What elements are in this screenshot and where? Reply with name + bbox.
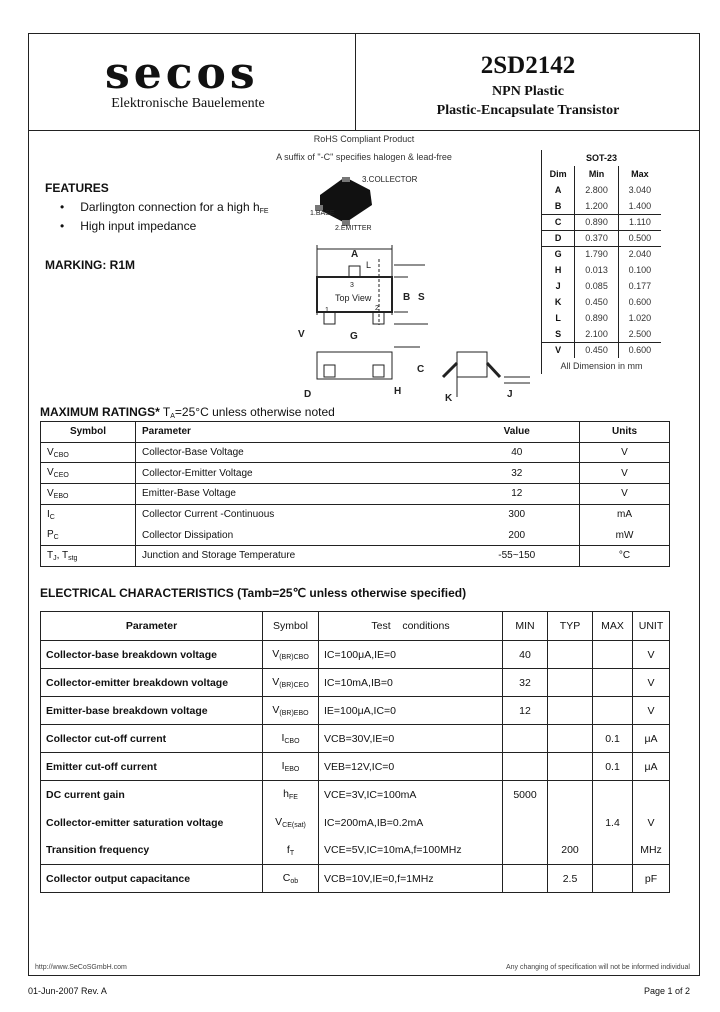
parameter: Collector output capacitance <box>41 865 263 893</box>
symbol <box>263 865 319 893</box>
dim-min: 2.100 <box>575 326 619 342</box>
max: 0.1 <box>593 725 633 753</box>
dim-letter: K <box>554 297 562 307</box>
characteristic-row <box>41 641 670 669</box>
min <box>503 753 548 781</box>
dim-min: 0.370 <box>575 230 619 246</box>
dim-max: 0.500 <box>618 230 661 246</box>
max: 0.1 <box>593 753 633 781</box>
suffix-note: A suffix of "-C" specifies halogen & lead-free <box>276 152 452 162</box>
unit: V <box>580 484 670 505</box>
min <box>503 809 548 837</box>
dim-letter: A <box>554 185 562 195</box>
characteristic-row <box>41 865 670 893</box>
symbol-main: V <box>47 446 54 458</box>
unit: μA <box>633 725 670 753</box>
symbol-main: V <box>47 487 54 499</box>
symbol <box>263 669 319 697</box>
logo-subtitle: Elektronische Bauelemente <box>111 96 265 111</box>
symbol-sub: (BR)EBO <box>279 710 309 717</box>
dim-min: 0.450 <box>575 342 619 358</box>
col-units: Units <box>580 422 670 443</box>
dim-row <box>542 326 662 342</box>
max-ratings-table <box>40 421 670 567</box>
col-symbol: Symbol <box>41 422 136 443</box>
header-bottom-line <box>28 130 700 131</box>
cond-rest: =25°C unless otherwise noted <box>174 405 335 419</box>
value: 300 <box>455 504 580 525</box>
symbol-main: V <box>272 648 280 660</box>
parameter: Collector-emitter saturation voltage <box>41 809 263 837</box>
dim-g-label: G <box>350 331 358 342</box>
test-conditions: IE=100μA,IC=0 <box>319 697 503 725</box>
cond-sub: A <box>170 413 175 420</box>
parameter: Emitter-Base Voltage <box>136 484 455 505</box>
symbol-sub: CBO <box>53 451 69 459</box>
device-description: Plastic-Encapsulate Transistor <box>436 103 620 118</box>
dim-row <box>542 278 662 294</box>
dim-min: 1.200 <box>575 198 619 214</box>
max-ratings-heading: MAXIMUM RATINGS* <box>40 405 160 419</box>
unit: mA <box>617 509 632 521</box>
symbol-sub: CE(sat) <box>282 822 306 829</box>
base-label: 1.BASE <box>310 210 335 217</box>
dim-table-footer: All Dimension in mm <box>560 361 643 371</box>
dim-row <box>542 230 662 246</box>
characteristic-row <box>41 725 670 753</box>
dim-row <box>542 310 662 326</box>
min <box>503 725 548 753</box>
typ <box>548 781 593 809</box>
col-value: Value <box>455 422 580 443</box>
dim-s-label: S <box>418 292 425 303</box>
unit <box>633 781 670 809</box>
dim-min: 0.013 <box>575 262 619 278</box>
symbol-sub: ob <box>290 878 299 885</box>
symbol <box>41 525 136 546</box>
unit: V <box>633 809 670 837</box>
symbol-main: I <box>281 732 285 744</box>
rating-row <box>41 525 670 546</box>
feature-item: • Darlington connection for a high $h_{FE}$ <box>60 200 269 215</box>
dim-letter: D <box>542 230 575 246</box>
test-conditions: VCB=30V,IE=0 <box>319 725 503 753</box>
dim-max: 3.040 <box>618 182 661 198</box>
symbol-sub: C <box>53 534 59 542</box>
typ <box>548 809 593 837</box>
min: 32 <box>503 669 548 697</box>
dim-v-label: V <box>298 329 305 340</box>
parameter: Collector-Emitter Voltage <box>136 463 455 484</box>
symbol-sub: C <box>49 513 55 521</box>
part-number: 2SD2142 <box>480 52 576 79</box>
max-header: Max <box>618 166 661 182</box>
dim-d-label: D <box>304 389 312 400</box>
marking-label: MARKING: <box>45 258 107 272</box>
typ <box>548 669 593 697</box>
min <box>503 865 548 893</box>
value: 200 <box>455 525 580 546</box>
max: 1.4 <box>593 809 633 837</box>
unit: V <box>580 442 670 463</box>
feature-item: • High input impedance <box>60 219 197 233</box>
parameter: Emitter cut-off current <box>41 753 263 781</box>
marking <box>45 258 135 272</box>
symbol <box>263 753 319 781</box>
features-title: FEATURES <box>45 181 109 195</box>
dim-row <box>542 182 662 198</box>
dim-h-label: H <box>394 386 402 397</box>
dim-letter: H <box>554 265 562 275</box>
dim-min: 0.890 <box>575 214 619 230</box>
dim-row <box>542 246 662 262</box>
dim-letter: G <box>554 249 562 260</box>
symbol-sub: CBO <box>284 738 300 745</box>
spec-notice: Any changing of specification will not be informed individual <box>505 964 690 971</box>
feature-sub: FE <box>259 208 269 215</box>
max <box>593 669 633 697</box>
dim-letter: V <box>555 345 562 356</box>
page-number: Page 1 of 2 <box>643 986 690 996</box>
unit: V <box>633 641 670 669</box>
elec-title: ELECTRICAL CHARACTERISTICS (Tamb=25℃ unless otherwise specified) <box>40 586 467 600</box>
dim-row <box>542 294 662 310</box>
symbol-sub: J <box>53 554 57 562</box>
unit: MHz <box>633 837 670 865</box>
dim-table-title: SOT-23 <box>585 153 617 163</box>
dim-letter: C <box>542 214 575 230</box>
dim-min: 0.085 <box>575 278 619 294</box>
symbol-sub: EBO <box>284 766 300 773</box>
parameter: Junction and Storage Temperature <box>142 550 296 562</box>
symbol-main: V <box>272 676 280 688</box>
col-unit: UNIT <box>633 612 670 641</box>
characteristic-row <box>41 669 670 697</box>
symbol <box>263 781 319 809</box>
symbol-sub: (BR)CEO <box>279 682 309 689</box>
value: -55~150 <box>455 546 580 567</box>
dim-row <box>542 342 662 358</box>
website-link[interactable]: http://www.SeCoSGmbH.com <box>35 964 127 971</box>
parameter: Collector-base breakdown voltage <box>41 641 263 669</box>
emitter-label: 2.EMITTER <box>335 225 372 232</box>
unit: °C <box>618 550 631 562</box>
revision-date: 01-Jun-2007 Rev. A <box>28 986 107 996</box>
test-conditions: VEB=12V,IC=0 <box>319 753 503 781</box>
test-conditions: IC=10mA,IB=0 <box>319 669 503 697</box>
unit: μA <box>633 753 670 781</box>
col-parameter: Parameter <box>136 422 455 443</box>
rating-row <box>41 504 670 525</box>
test-conditions: IC=200mA,IB=0.2mA <box>319 809 503 837</box>
symbol-sub: CEO <box>53 472 69 480</box>
dim-max: 0.600 <box>618 342 661 358</box>
rating-row <box>41 484 670 505</box>
dimension-table <box>541 150 661 374</box>
dim-max: 1.110 <box>618 214 661 230</box>
package-diagram <box>290 165 540 405</box>
dim-min: 1.790 <box>575 246 619 262</box>
symbol-main: P <box>47 529 54 541</box>
max <box>593 781 633 809</box>
test-conditions: VCE=5V,IC=10mA,f=100MHz <box>319 837 503 865</box>
min <box>503 837 548 865</box>
col-max: MAX <box>593 612 633 641</box>
symbol-sub: EBO <box>53 492 69 500</box>
symbol <box>41 546 136 567</box>
collector-label: 3.COLLECTOR <box>362 175 418 184</box>
symbol-main: V <box>47 467 54 479</box>
device-type: NPN Plastic <box>492 84 564 99</box>
dim-max: 0.177 <box>618 278 661 294</box>
characteristic-row <box>41 753 670 781</box>
min: 12 <box>503 697 548 725</box>
unit: pF <box>633 865 670 893</box>
pin2-label: 2 <box>375 305 379 312</box>
typ <box>548 753 593 781</box>
dim-max: 0.600 <box>618 294 661 310</box>
typ: 200 <box>548 837 593 865</box>
dim-max: 2.040 <box>618 246 661 262</box>
typ <box>548 697 593 725</box>
rating-row <box>41 546 670 567</box>
dim-max: 1.020 <box>618 310 661 326</box>
dim-a-label: A <box>351 249 359 260</box>
test-conditions: IC=100μA,IE=0 <box>319 641 503 669</box>
feature-text: Darlington connection for a high h <box>80 200 260 214</box>
value: 12 <box>455 484 580 505</box>
parameter: Collector Dissipation <box>136 525 455 546</box>
unit: V <box>633 669 670 697</box>
max <box>593 865 633 893</box>
pin3-label: 3 <box>350 282 354 289</box>
parameter: DC current gain <box>41 781 263 809</box>
parameter: Emitter-base breakdown voltage <box>41 697 263 725</box>
dim-l-label: L <box>366 260 372 270</box>
electrical-characteristics-table <box>40 611 670 893</box>
col-test-conditions: Test conditions <box>319 612 503 641</box>
dim-letter: B <box>542 198 575 214</box>
dim-max: 1.400 <box>618 198 661 214</box>
col-min: MIN <box>503 612 548 641</box>
symbol <box>263 641 319 669</box>
parameter: Collector cut-off current <box>41 725 263 753</box>
max-ratings-title <box>40 405 335 420</box>
dim-letter: L <box>555 313 561 323</box>
characteristic-row <box>41 697 670 725</box>
package-3d-icon <box>315 177 372 226</box>
typ: 2.5 <box>548 865 593 893</box>
dim-max: 0.100 <box>618 262 661 278</box>
dim-j-label: J <box>507 389 513 400</box>
min: 40 <box>503 641 548 669</box>
test-conditions: VCE=3V,IC=100mA <box>319 781 503 809</box>
symbol-main: f <box>286 843 290 856</box>
parameter: Transition frequency <box>41 837 263 865</box>
typ <box>548 641 593 669</box>
symbol-main: I <box>47 508 50 520</box>
col-typ: TYP <box>548 612 593 641</box>
marking-value: R1M <box>109 258 136 272</box>
parameter: Collector-Base Voltage <box>136 442 455 463</box>
symbol <box>41 463 136 484</box>
value: 40 <box>455 442 580 463</box>
parameter: Collector Current -Continuous <box>142 509 275 521</box>
characteristic-row <box>41 781 670 809</box>
dim-letter: S <box>542 326 575 342</box>
symbol-sub: stg <box>68 554 78 562</box>
dim-letter: J <box>555 281 561 291</box>
unit: V <box>633 697 670 725</box>
symbol <box>263 697 319 725</box>
typ <box>548 725 593 753</box>
max <box>593 697 633 725</box>
symbol <box>41 484 136 505</box>
dim-min: 2.800 <box>575 182 619 198</box>
feature-text: High input impedance <box>80 219 197 233</box>
rating-row <box>41 442 670 463</box>
symbol-main: I <box>281 760 285 772</box>
characteristic-row <box>41 809 670 837</box>
max <box>593 837 633 865</box>
symbol-sub: (BR)CBO <box>279 654 309 661</box>
symbol-main: h <box>283 788 289 801</box>
dim-c-label: C <box>417 364 425 375</box>
symbol-sub: FE <box>288 794 298 802</box>
symbol-main: C <box>282 872 291 884</box>
unit: mW <box>580 525 670 546</box>
dim-k-label: K <box>445 393 453 404</box>
pin1-label: 1 <box>325 307 329 314</box>
symbol <box>263 809 319 837</box>
max <box>593 641 633 669</box>
symbol <box>41 504 136 525</box>
col-parameter: Parameter <box>41 612 263 641</box>
dim-min: 0.890 <box>575 310 619 326</box>
test-conditions: VCB=10V,IE=0,f=1MHz <box>319 865 503 893</box>
cond-t: T <box>162 405 171 419</box>
dim-max: 2.500 <box>618 326 661 342</box>
secos-logo: secos <box>105 48 259 99</box>
dim-header: Dim <box>549 169 567 179</box>
symbol-main: T <box>47 549 54 561</box>
characteristic-row <box>41 837 670 865</box>
col-symbol: Symbol <box>263 612 319 641</box>
symbol-main: V <box>275 816 283 828</box>
symbol-sub: T <box>289 849 295 857</box>
dim-row <box>542 262 662 278</box>
min-header: Min <box>575 166 619 182</box>
symbol <box>263 837 319 865</box>
dim-row <box>542 214 662 230</box>
min: 5000 <box>503 781 548 809</box>
parameter: Collector-emitter breakdown voltage <box>41 669 263 697</box>
dim-row <box>542 198 662 214</box>
dim-b-label: B <box>403 292 411 303</box>
value: 32 <box>455 463 580 484</box>
rohs-note: RoHS Compliant Product <box>313 134 415 144</box>
unit: V <box>580 463 670 484</box>
top-view-label: Top View <box>335 293 372 303</box>
symbol-main: V <box>272 704 280 716</box>
dim-min: 0.450 <box>575 294 619 310</box>
symbol <box>41 442 136 463</box>
rating-row <box>41 463 670 484</box>
symbol-main: , T <box>56 549 69 561</box>
symbol <box>263 725 319 753</box>
